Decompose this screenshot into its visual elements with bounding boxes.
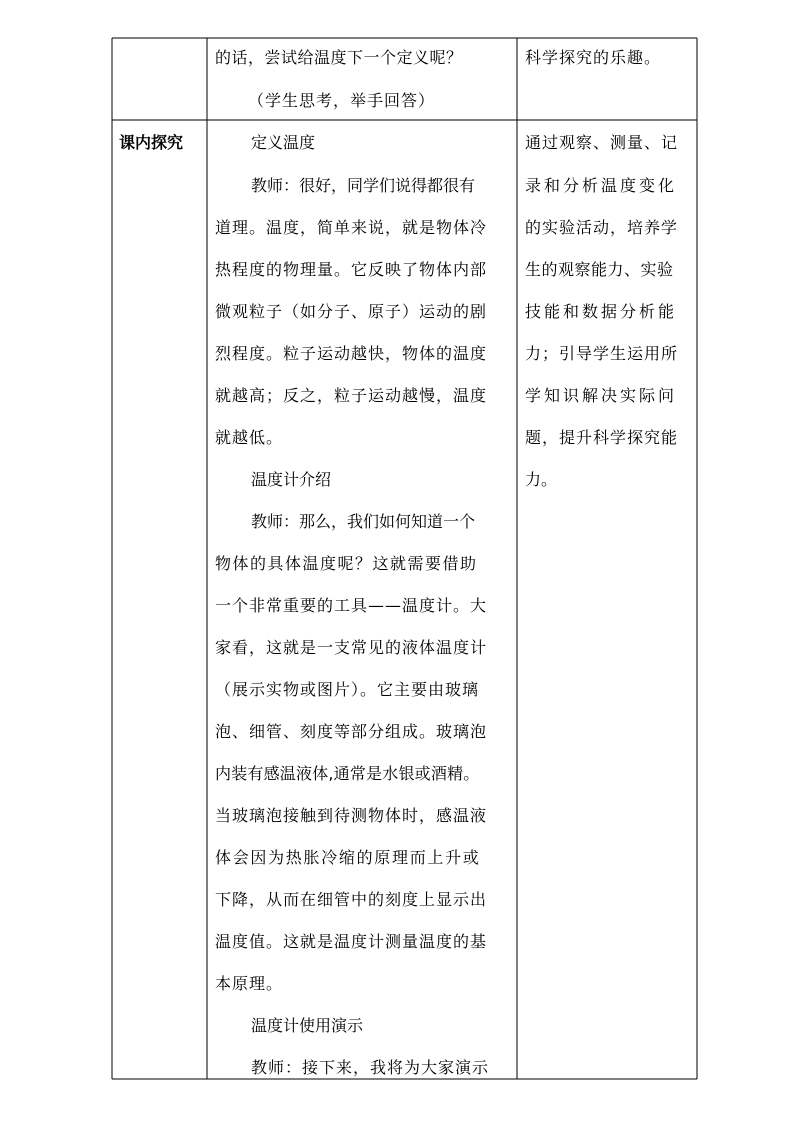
middle-line-21: 本原理。 — [215, 974, 284, 993]
heading-define-temperature: 定义温度 — [251, 133, 316, 152]
middle-line-11: 物体的具体温度呢？这就需要借助 — [215, 554, 478, 573]
middle-line-13: 家看，这就是一支常见的液体温度计 — [215, 638, 488, 657]
middle-line-6: 烈程度。粒子运动越快，物体的温度 — [215, 344, 488, 363]
middle-line-18: 体会因为热胀冷缩的原理而上升或 — [215, 848, 481, 867]
middle-line-16: 内装有感温液体,通常是水银或酒精。 — [215, 764, 480, 783]
row1-right-line-1: 科学探究的乐趣。 — [525, 48, 662, 67]
row1-middle-line-2: （学生思考，举手回答） — [248, 91, 436, 110]
middle-line-19: 下降，从而在细管中的刻度上显示出 — [215, 890, 488, 909]
right-line-7: 学知识解决实际问 — [525, 386, 678, 405]
middle-line-15: 泡、细管、刻度等部分组成。玻璃泡 — [215, 722, 488, 741]
right-line-1: 通过观察、测量、记 — [525, 133, 679, 152]
right-line-3: 的实验活动，培养学 — [525, 218, 679, 237]
middle-line-7: 就越高；反之，粒子运动越慢，温度 — [215, 386, 488, 405]
middle-line-3: 道理。温度，简单来说，就是物体冷 — [215, 218, 488, 237]
section-label: 课内探究 — [119, 133, 184, 152]
middle-line-17: 当玻璃泡接触到待测物体时，感温液 — [215, 806, 488, 825]
middle-line-12: 一个非常重要的工具——温度计。大 — [215, 596, 488, 615]
right-line-4: 生的观察能力、实验 — [525, 260, 674, 279]
right-line-6: 力；引导学生运用所 — [525, 344, 679, 363]
right-line-9: 力。 — [525, 470, 558, 489]
right-line-8: 题，提升科学探究能 — [525, 428, 679, 447]
middle-line-2: 教师：很好，同学们说得都很有 — [251, 176, 476, 195]
right-line-5: 技能和数据分析能 — [525, 302, 678, 321]
middle-line-8: 就越低。 — [215, 428, 284, 447]
row1-middle-line-1: 的话，尝试给温度下一个定义呢？ — [215, 48, 463, 67]
heading-thermometer-intro: 温度计介绍 — [251, 470, 332, 489]
middle-line-10: 教师：那么，我们如何知道一个 — [251, 512, 476, 531]
middle-line-5: 微观粒子（如分子、原子）运动的剧 — [215, 302, 488, 321]
heading-thermometer-demo: 温度计使用演示 — [251, 1016, 364, 1035]
right-line-2: 录和分析温度变化 — [525, 176, 678, 195]
middle-line-14: （展示实物或图片）。它主要由玻璃 — [215, 680, 480, 699]
middle-line-23: 教师：接下来，我将为大家演示 — [251, 1058, 490, 1077]
middle-line-20: 温度值。这就是温度计测量温度的基 — [215, 932, 488, 951]
middle-line-4: 热程度的物理量。它反映了物体内部 — [215, 260, 488, 279]
